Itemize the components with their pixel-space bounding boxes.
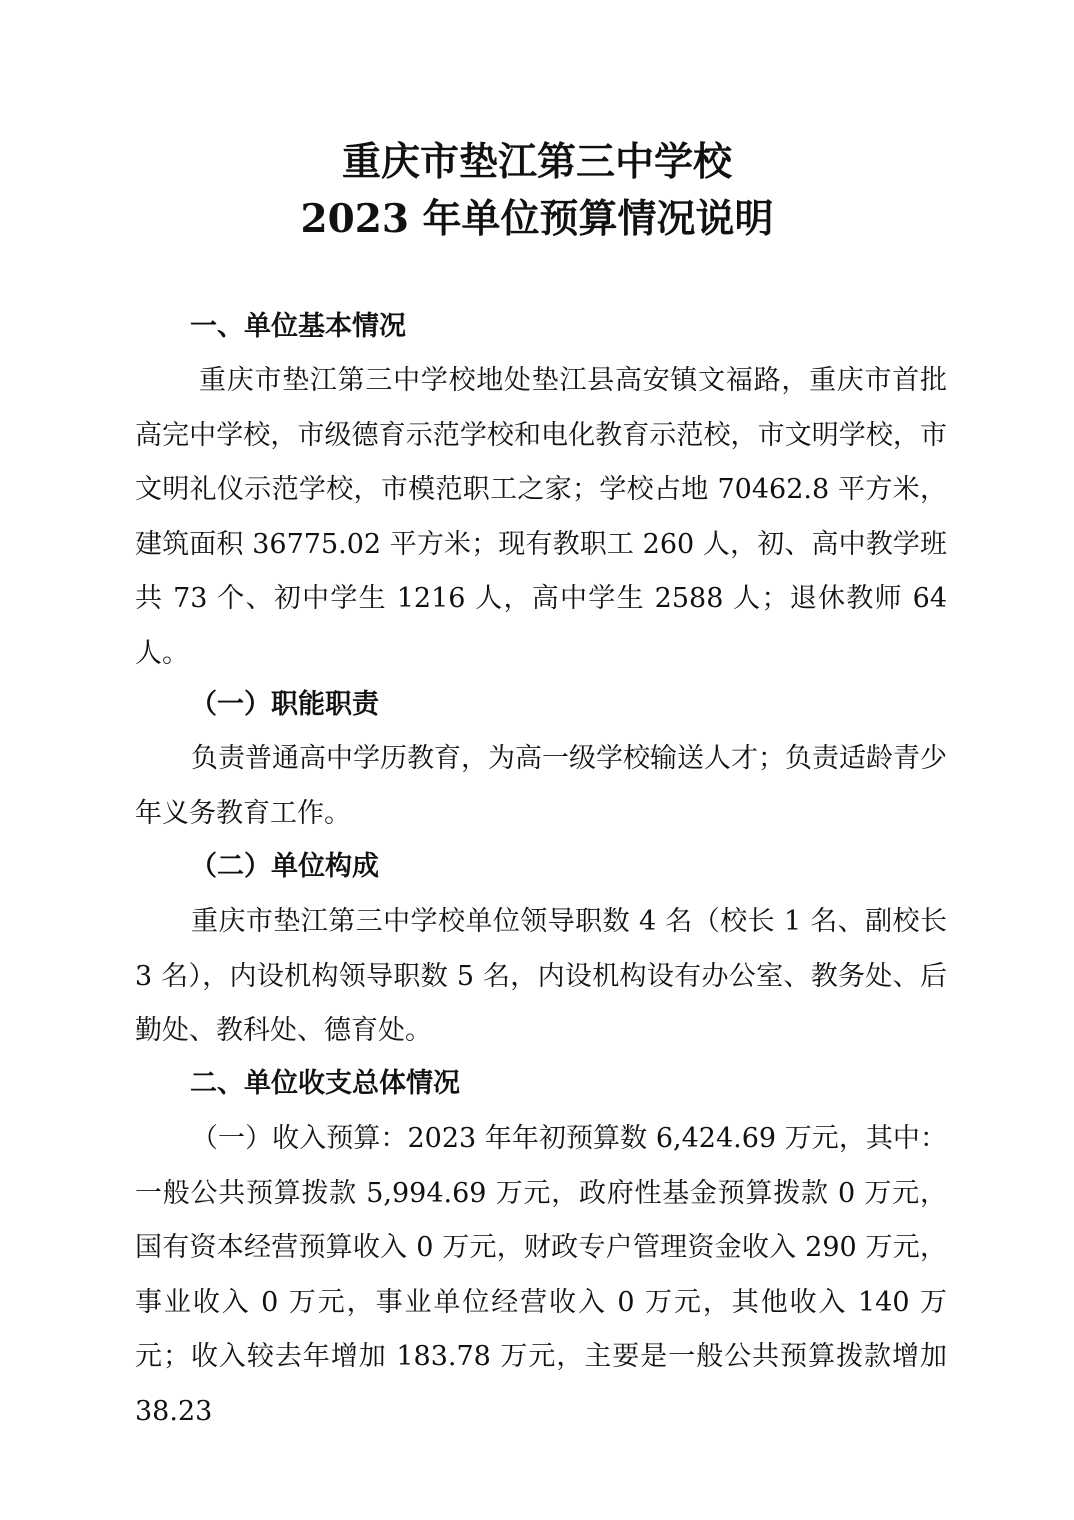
subsection-2-paragraph: 重庆市垫江第三中学校单位领导职数 4 名（校长 1 名、副校长 3 名），内设机构领导职数 5 名，内设机构设有办公室、教务处、后勤处、教科处、德育处。 [135, 906, 947, 1046]
section-1-intro-paragraph: 重庆市垫江第三中学校地处垫江县高安镇文福路，重庆市首批高完中学校，市级德育示范学校和电化教育示范校，市文明学校，市文明礼仪示范学校，市模范职工之家；学校占地 70462.8 平方米，建筑面积 36775.02 平方米；现有教职工 260 人，初、高中教学班共 73 个、初中学生 1216 人，高中学生 2588 人；退休教师 64 人。 [135, 365, 947, 669]
document-title-line-1: 重庆市垫江第三中学校 [341, 139, 732, 185]
section-1-heading: 一、单位基本情况 [190, 311, 406, 342]
subsection-1-paragraph: 负责普通高中学历教育，为高一级学校输送人才；负责适龄青少年义务教育工作。 [135, 743, 947, 829]
section-2-heading: 二、单位收支总体情况 [190, 1068, 460, 1099]
document-title-line-2: 2023 年单位预算情况说明 [300, 196, 774, 242]
income-budget-paragraph: （一）收入预算：2023 年年初预算数 6,424.69 万元，其中：一般公共预算拨款 5,994.69 万元，政府性基金预算拨款 0 万元，国有资本经营预算收入 0 万元，财政专户管理资金收入 290 万元，事业收入 0 万元，事业单位经营收入 0 万元，其他收入 140 万元；收入较去年增加 183.78 万元，主要是一般公共预算拨款增加 38.23 [135, 1123, 947, 1427]
subsection-2-heading: （二）单位构成 [190, 851, 379, 882]
subsection-1-heading: （一）职能职责 [190, 689, 379, 720]
